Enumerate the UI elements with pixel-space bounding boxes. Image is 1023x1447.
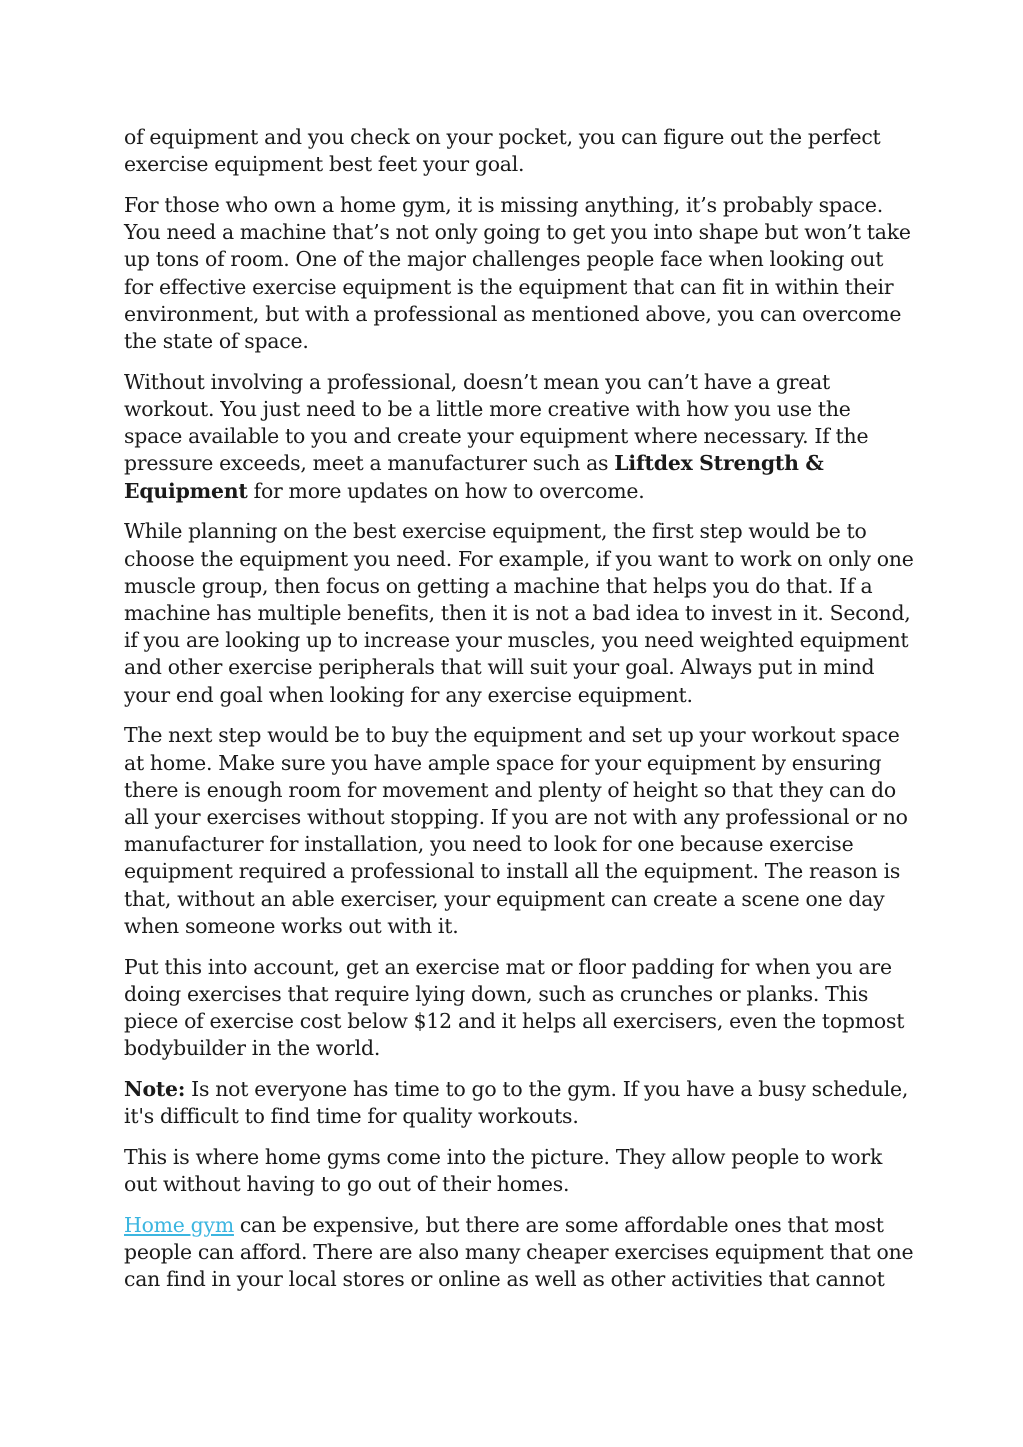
- paragraph-1: [124, 124, 914, 178]
- paragraph-9: [124, 1212, 914, 1294]
- paragraph-5: [124, 722, 914, 940]
- document-body: [124, 124, 914, 1307]
- paragraph-8-text: This is where home gyms come into the picture. They allow people to work out without having to go out of their homes.: [124, 1145, 883, 1197]
- home-gym-link[interactable]: Home gym: [124, 1213, 234, 1238]
- paragraph-4-text: While planning on the best exercise equipment, the first step would be to choose the equipment you need. For example, if you want to work on only one muscle group, then focus on getting a machine that helps you do that. If a machine has multiple benefits, then it is not a bad idea to invest in it. Second, if you are looking up to increase your muscles, you need weighted equipment and other exercise peripherals that will suit your goal. Always put in mind your end goal when looking for any exercise equipment.: [124, 519, 914, 707]
- paragraph-1-text: of equipment and you check on your pocket, you can figure out the perfect exercise equipment best feet your goal.: [124, 125, 881, 177]
- paragraph-9-text: can be expensive, but there are some affordable ones that most people can afford. There are also many cheaper exercises equipment that one can find in your local stores or online as well as other activities that cannot: [124, 1213, 914, 1292]
- paragraph-3-text-start: Without involving a professional, doesn’t mean you can’t have a great workout. You just need to be a little more creative with how you use the space available to you and create your equipment where necessary. If the pressure exceeds, meet a manufacturer such as: [124, 369, 869, 476]
- paragraph-6: [124, 954, 914, 1063]
- paragraph-note: [124, 1076, 914, 1130]
- paragraph-6-text: Put this into account, get an exercise mat or floor padding for when you are doing exercises that require lying down, such as crunches or planks. This piece of exercise cost below $12 and it helps all exercisers, even the topmost bodybuilder in the world.: [124, 954, 905, 1061]
- paragraph-8: [124, 1144, 914, 1198]
- paragraph-3: [124, 369, 914, 505]
- note-label: Note:: [124, 1077, 186, 1102]
- note-text: Is not everyone has time to go to the gym. If you have a busy schedule, it's difficult to find time for quality workouts.: [124, 1077, 909, 1129]
- paragraph-3-text-end: for more updates on how to overcome.: [247, 478, 645, 503]
- brand-name-bold: Liftdex Strength & Equipment: [124, 451, 824, 503]
- paragraph-4: [124, 518, 914, 708]
- paragraph-5-text: The next step would be to buy the equipment and set up your workout space at home. Make sure you have ample space for your equipment by ensuring there is enough room for movement and plenty of height so that they can do all your exercises without stopping. If you are not with any professional or no manufacturer for installation, you need to look for one because exercise equipment required a professional to install all the equipment. The reason is that, without an able exerciser, your equipment can create a scene one day when someone works out with it.: [124, 723, 908, 938]
- paragraph-2-text: For those who own a home gym, it is missing anything, it’s probably space. You need a machine that’s not only going to get you into shape but won’t take up tons of room. One of the major challenges people face when looking out for effective exercise equipment is the equipment that can fit in within their environment, but with a professional as mentioned above, you can overcome the state of space.: [124, 193, 911, 354]
- paragraph-2: [124, 192, 914, 355]
